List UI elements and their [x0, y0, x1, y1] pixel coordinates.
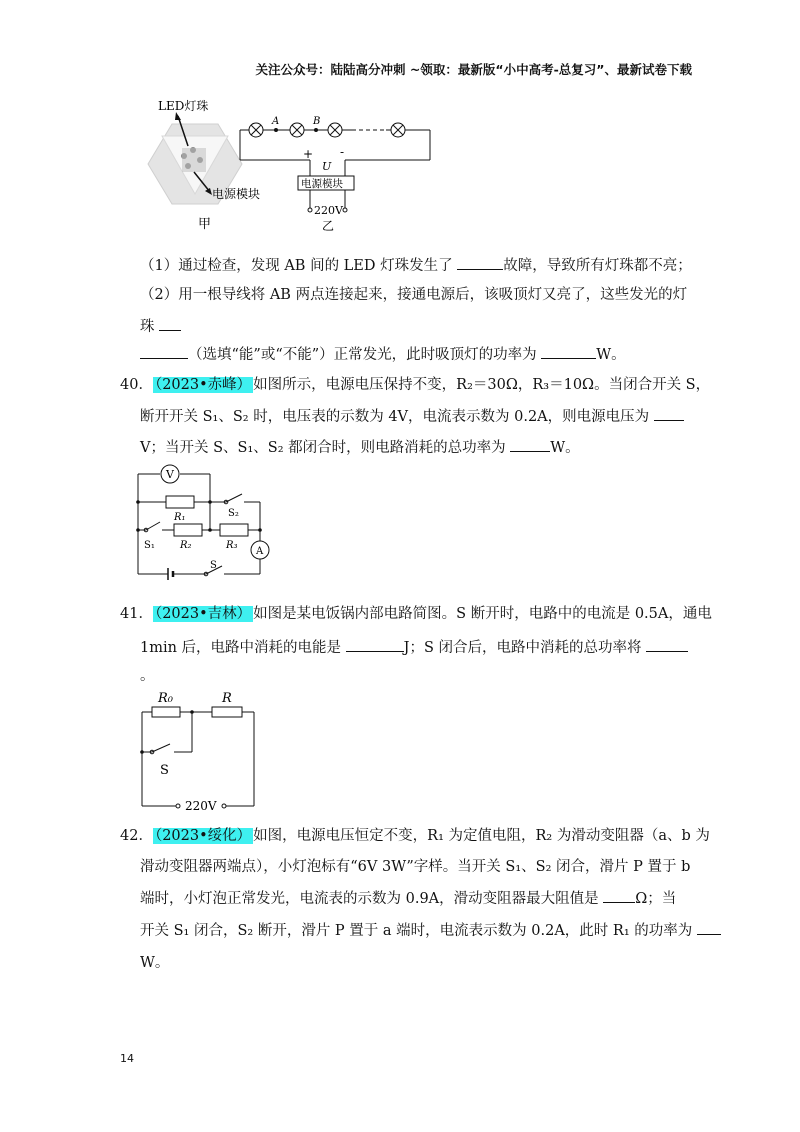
q40-line1: 40． （2023•赤峰） 如图所示，电源电压保持不变，R₂＝30Ω，R₃＝10Ω。当闭合开关 S，: [120, 377, 711, 393]
q39-part3: （选填“能”或“不能”）正常发光，此时吸顶灯的功率为 W。: [140, 344, 626, 365]
q41-line3: 。: [140, 668, 155, 684]
r0-label: R₀: [158, 691, 173, 706]
voltmeter-label: V: [166, 468, 174, 481]
q40-tag: （2023•赤峰）: [154, 377, 252, 393]
q41-tag: （2023•吉林）: [154, 606, 252, 622]
figure-39: [130, 90, 450, 240]
q41-line2: 1min 后，电路中消耗的电能是 J；S 闭合后，电路中消耗的总功率将: [140, 637, 688, 658]
s2-label: S₂: [228, 508, 239, 519]
q39-part2-cont: 珠: [140, 316, 181, 337]
module-box-label: 电源模块: [301, 178, 343, 190]
yi-label: 乙: [322, 219, 335, 233]
r1-label: R₁: [174, 512, 186, 523]
point-a: A: [272, 116, 280, 127]
s-label: S: [160, 763, 169, 778]
module-label: 电源模块: [212, 187, 261, 201]
plus-sign: +: [303, 147, 314, 161]
q42-line1: 42． （2023•绥化） 如图，电源电压恒定不变，R₁ 为定值电阻，R₂ 为滑动变阻器（a、b 为: [120, 828, 710, 844]
page-number: 14: [120, 1052, 134, 1065]
s1-label: S₁: [144, 540, 155, 551]
q39-part1: （1）通过检查，发现 AB 间的 LED 灯珠发生了 故障，导致所有灯珠都不亮；: [140, 255, 692, 276]
q42-line4: 开关 S₁ 闭合，S₂ 断开，滑片 P 置于 a 端时，电流表示数为 0.2A，此时 R₁ 的功率为: [140, 920, 721, 941]
q42-tag: （2023•绥化）: [154, 828, 252, 844]
point-b: B: [313, 116, 321, 127]
q39-part2: （2）用一根导线将 AB 两点连接起来，接通电源后，该吸顶灯又亮了，这些发光的灯: [140, 287, 688, 303]
figure-41: [130, 690, 270, 814]
led-label: LED灯珠: [158, 99, 209, 113]
voltage-label: 220V: [314, 204, 343, 217]
q42-line3: 端时，小灯泡正常发光，电流表的示数为 0.9A，滑动变阻器最大阻值是 Ω；当: [140, 888, 676, 909]
r2-label: R₂: [180, 540, 192, 551]
series-led-circuit: [240, 123, 430, 212]
u-label: U: [322, 160, 332, 173]
page-header: 关注公众号：陆陆高分冲刺 ~领取：最新版“小中高考-总复习”、最新试卷下载: [255, 62, 692, 77]
s-label: S: [210, 560, 217, 571]
q42-line2: 滑动变阻器两端点），小灯泡标有“6V 3W”字样。当开关 S₁、S₂ 闭合，滑片 P 置于 b: [140, 859, 691, 875]
r-label: R: [222, 691, 232, 706]
minus-sign: -: [340, 145, 345, 159]
figure-40: [130, 462, 280, 582]
q42-line5: W。: [140, 955, 170, 971]
q40-line2: 断开开关 S₁、S₂ 时，电压表的示数为 4V，电流表示数为 0.2A，则电源电压为: [140, 406, 684, 427]
r3-label: R₃: [226, 540, 238, 551]
q41-line1: 41． （2023•吉林） 如图是某电饭锅内部电路简图。S 断开时，电路中的电流是 0.5A，通电: [120, 606, 712, 622]
voltage-label: 220V: [185, 799, 217, 813]
q40-line3: V；当开关 S、S₁、S₂ 都闭合时，则电路消耗的总功率为 W。: [140, 437, 580, 458]
ammeter-label: A: [256, 546, 264, 557]
jia-label: 甲: [198, 217, 212, 232]
